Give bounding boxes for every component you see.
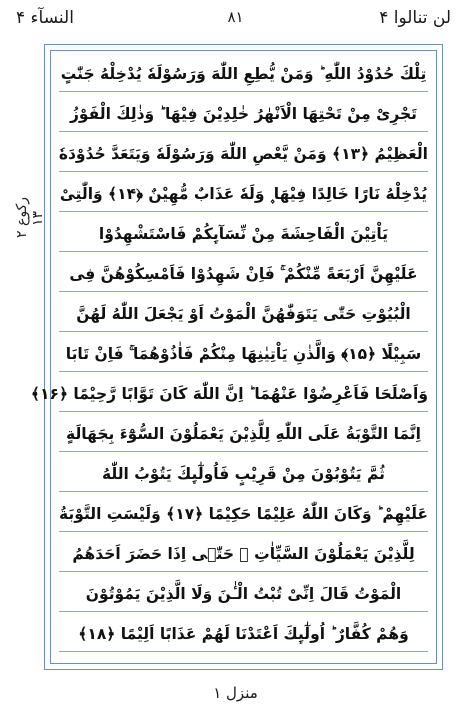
verse-text: سَبِیْلًا ﴿۱۵﴾ وَالَّذٰنِ یَاْتِیٰنِهَا مِنْكُمْ فَاٰذُوْهُمَا ۚ فَاِنْ تَابَا xyxy=(65,345,422,363)
text-line xyxy=(59,531,428,572)
text-line xyxy=(59,571,428,612)
text-line xyxy=(59,331,428,372)
verse-text: یَاْتِیْنَ الْفَاحِشَةَ مِنْ نِّسَآىِٕكُمْ فَاسْتَشْهِدُوْا xyxy=(98,225,389,243)
verse-text: الْمَوْتُ قَالَ اِنِّیْ تُبْتُ الْـٰٔنَ وَلَا الَّذِیْنَ یَمُوْتُوْنَ xyxy=(85,585,402,603)
text-line xyxy=(59,291,428,332)
text-line xyxy=(59,131,428,172)
header-surah-name: النسآء ۴ xyxy=(16,8,74,28)
verse-text: الْبُیُوْتِ حَتّٰی یَتَوَفّٰهُنَّ الْمَوْتُ اَوْ یَجْعَلَ اللّٰهُ لَهُنَّ xyxy=(76,305,411,323)
verse-text: یُدْخِلْهُ نَارًا خَالِدًا فِیْهَا ۪ وَلَهٗ عَذَابٌ مُّهِیْنٌ ﴿۱۴﴾ وَالّٰتِیْ xyxy=(59,185,428,203)
text-line xyxy=(59,171,428,212)
verse-text: اِنَّمَا التَّوْبَةُ عَلَی اللّٰهِ لِلَّذِیْنَ یَعْمَلُوْنَ السُّوْٓءَ بِجَهَالَةٍ xyxy=(66,425,421,443)
verse-text: عَلَیْهِمْ ؕ وَكَانَ اللّٰهُ عَلِیْمًا حَكِیْمًا ﴿۱۷﴾ وَلَیْسَتِ التَّوْبَةُ xyxy=(59,505,428,523)
page-number: ۸۱ xyxy=(227,8,244,26)
text-line xyxy=(59,211,428,252)
verse-text: وَاَصْلَحَا فَاَعْرِضُوْا عَنْهُمَا ؕ اِنَّ اللّٰهَ كَانَ تَوَّابًا رَّحِیْمًا ﴿۱۶﴾ xyxy=(30,385,428,403)
text-line xyxy=(59,411,428,452)
text-line xyxy=(59,611,428,652)
verse-text: ثُمَّ یَتُوْبُوْنَ مِنْ قَرِیْبٍ فَاُولٰٓىِٕكَ یَتُوْبُ اللّٰهُ xyxy=(101,465,386,483)
verse-text: وَهُمْ كُفَّارٌ ؕ اُولٰٓىِٕكَ اَعْتَدْنَا لَهُمْ عَذَابًا اَلِیْمًا ﴿۱۸﴾ xyxy=(78,625,409,643)
text-line xyxy=(59,491,428,532)
text-line xyxy=(59,451,428,492)
page-header xyxy=(0,2,471,38)
text-line xyxy=(59,51,428,92)
verse-text: عَلَیْهِنَّ اَرْبَعَةً مِّنْكُمْ ۚ فَاِنْ شَهِدُوْا فَاَمْسِكُوْهُنَّ فِی xyxy=(69,265,418,283)
ruku-marker: رکوع ۲ ۱۳ xyxy=(14,197,46,239)
verse-text: لِلَّذِیْنَ یَعْمَلُوْنَ السَّیِّاٰتِ ۚ حَتّٰۤی اِذَا حَضَرَ اَحَدَهُمُ xyxy=(72,545,415,563)
verse-text: تِلْكَ حُدُوْدُ اللّٰهِ ؕ وَمَنْ يُّطِعِ اللّٰهَ وَرَسُوْلَهٗ يُدْخِلْهُ جَنّٰتٍ xyxy=(60,65,427,83)
header-juz-name: لن تنالوا ۴ xyxy=(379,8,451,28)
verse-text: الْعَظِیْمُ ﴿۱۳﴾ وَمَنْ یَّعْصِ اللّٰهَ وَرَسُوْلَهٗ وَیَتَعَدَّ حُدُوْدَهٗ xyxy=(58,145,428,163)
text-line xyxy=(59,91,428,132)
text-line xyxy=(59,251,428,292)
text-line xyxy=(30,371,428,412)
page-footer: منزل ۱ xyxy=(213,684,258,702)
verse-text: تَجْرِیْ مِنْ تَحْتِهَا الْاَنْهٰرُ خٰلِدِیْنَ فِیْهَا ؕ وَذٰلِكَ الْفَوْزُ xyxy=(70,105,417,123)
